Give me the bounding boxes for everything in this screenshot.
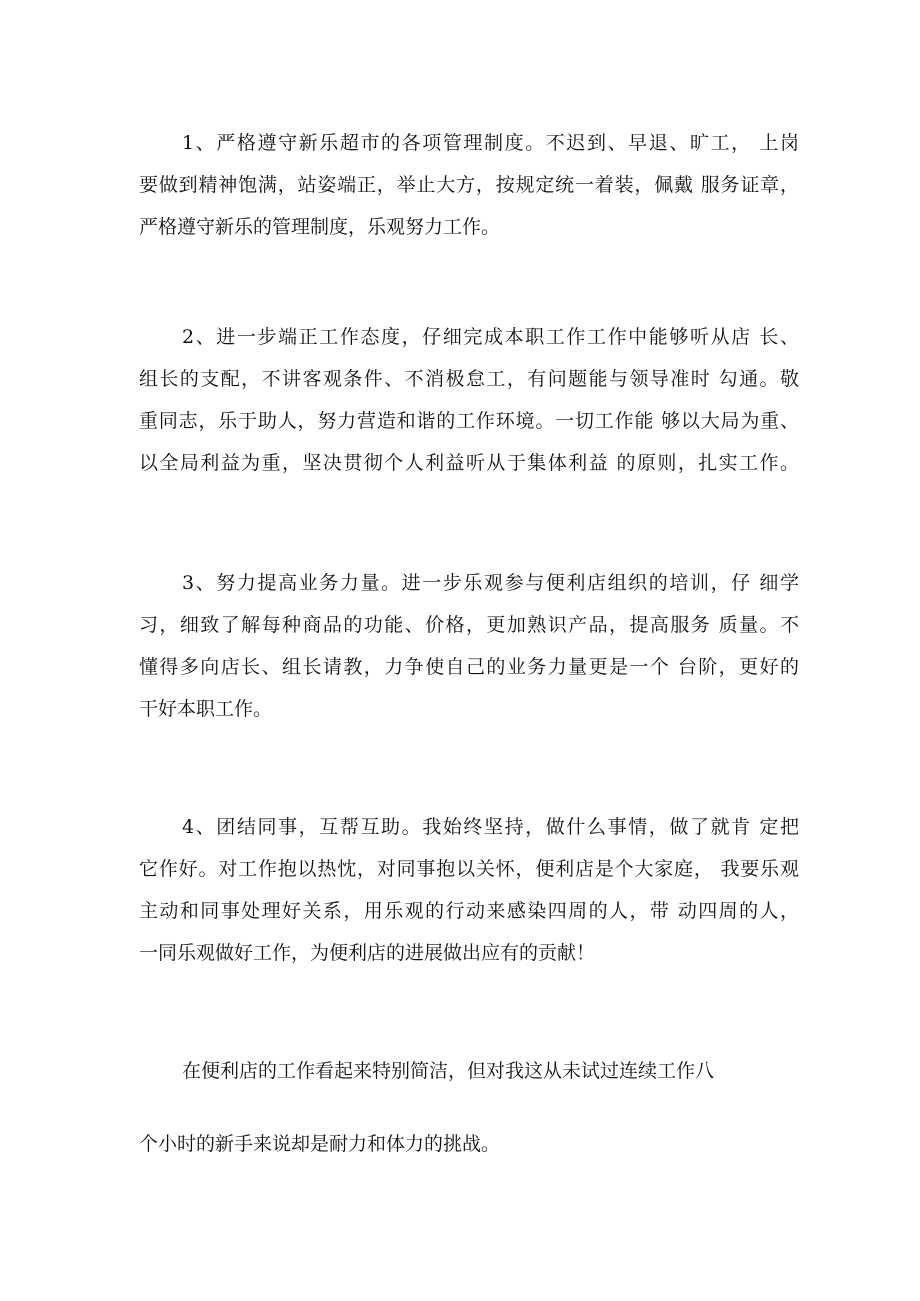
paragraph-line: 2、进一步端正工作态度，仔细完成本职工作工作中能够听从店 长、: [182, 326, 799, 348]
paragraph-line: 在便利店的工作看起来特别简洁，但对我这从未试过连续工作八: [182, 1060, 715, 1082]
paragraph-5: [139, 1050, 799, 1092]
paragraph-line: 主动和同事处理好关系，用乐观的行动来感染四周的人，带 动四周的人，: [139, 900, 799, 922]
paragraph-2: [139, 316, 799, 484]
paragraph-line: 组长的支配，不讲客观条件、不消极怠工，有问题能与领导准时 勾通。敬: [139, 368, 799, 390]
paragraph-6: [139, 1123, 799, 1165]
paragraph-line: 以全局利益为重，坚决贯彻个人利益听从于集体利益 的原则，扎实工作。: [139, 452, 799, 474]
paragraph-1: [139, 122, 799, 248]
paragraph-line: 懂得多向店长、组长请教，力争使自己的业务力量更是一个 台阶，更好的: [139, 656, 799, 678]
paragraph-line: 一同乐观做好工作，为便利店的进展做出应有的贡献！: [139, 942, 596, 964]
paragraph-line: 4、团结同事，互帮互助。我始终坚持，做什么事情，做了就肯 定把: [182, 816, 799, 838]
paragraph-line: 3、努力提高业务力量。进一步乐观参与便利店组织的培训，仔 细学: [182, 572, 799, 594]
paragraph-line: 习，细致了解每种商品的功能、价格，更加熟识产品，提高服务 质量。不: [139, 614, 799, 636]
paragraph-line: 干好本职工作。: [139, 698, 273, 720]
paragraph-line: 它作好。对工作抱以热忱，对同事抱以关怀，便利店是个大家庭， 我要乐观: [139, 858, 799, 880]
paragraph-line: 1、严格遵守新乐超市的各项管理制度。不迟到、早退、旷工， 上岗: [182, 132, 799, 154]
paragraph-4: [139, 806, 799, 974]
paragraph-line: 重同志，乐于助人，努力营造和谐的工作环境。一切工作能 够以大局为重、: [139, 410, 799, 432]
paragraph-line: 要做到精神饱满，站姿端正，举止大方，按规定统一着装，佩戴 服务证章，: [139, 174, 799, 196]
paragraph-line: 个小时的新手来说却是耐力和体力的挑战。: [139, 1133, 501, 1155]
paragraph-3: [139, 562, 799, 730]
paragraph-line: 严格遵守新乐的管理制度，乐观努力工作。: [139, 216, 501, 238]
